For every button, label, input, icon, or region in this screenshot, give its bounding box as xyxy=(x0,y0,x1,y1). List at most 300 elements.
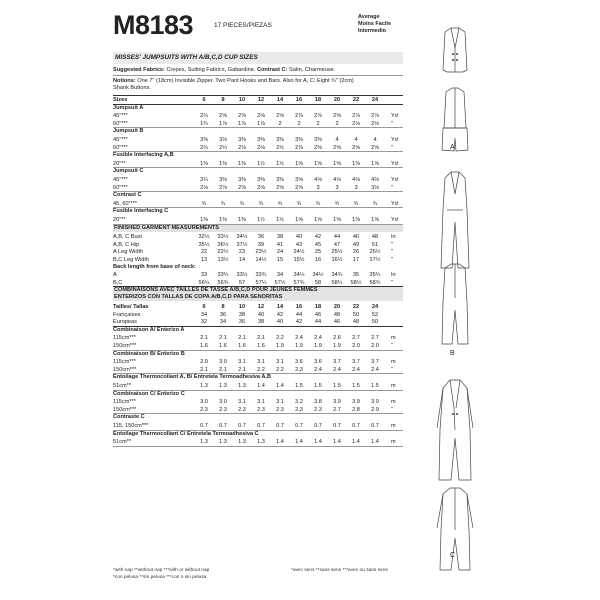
cell-value: 16 xyxy=(314,257,322,263)
row-label: 150cm*** xyxy=(113,343,137,349)
cell-value: 15 xyxy=(276,257,284,263)
cell-value: 34½ xyxy=(236,234,248,241)
unit-label: " xyxy=(391,406,393,413)
cell-value: 1⅝ xyxy=(371,160,379,167)
cell-value: 25½ xyxy=(331,249,343,256)
divider xyxy=(113,75,403,76)
cell-value: 2⅞ xyxy=(219,184,227,191)
unit-label: " xyxy=(391,343,393,349)
cell-value: ¾ xyxy=(353,200,359,207)
cell-value: 3.1 xyxy=(276,359,284,366)
cell-value: 44 xyxy=(295,311,303,318)
piece-count: 17 PIECES/PIEZAS xyxy=(214,22,272,29)
cell-value: 41 xyxy=(276,241,284,248)
cell-value: 3.1 xyxy=(238,399,246,406)
cell-value: 52 xyxy=(371,311,379,318)
cell-value: 2.3 xyxy=(276,406,284,413)
cell-value: 3⅜ xyxy=(295,137,303,143)
sketch-drawings xyxy=(423,10,487,586)
cell-value: ¾ xyxy=(258,200,264,207)
cell-value: ¾ xyxy=(315,200,321,207)
cell-value: 2 xyxy=(335,120,339,127)
cell-value: 1⅜ xyxy=(200,160,208,167)
unit-label: m xyxy=(391,335,396,342)
unit-label: " xyxy=(391,249,393,256)
unit-label: " xyxy=(391,257,393,263)
row-label: 115cm*** xyxy=(113,335,136,342)
cell-value: 26½ xyxy=(369,249,381,256)
row-label: 45"*** xyxy=(113,177,128,183)
unit-label: " xyxy=(391,120,393,127)
cell-value: 57 xyxy=(238,279,246,286)
cell-value: 0.7 xyxy=(238,423,246,429)
cell-value: 2 xyxy=(316,120,320,127)
cell-value: 3.1 xyxy=(257,359,265,366)
cell-value: 18 xyxy=(314,97,322,103)
unit-label: In xyxy=(391,272,396,279)
cell-value: 1⅝ xyxy=(295,160,303,167)
cell-value: 3.2 xyxy=(295,399,303,406)
cell-value: 1.6 xyxy=(219,343,227,349)
cell-value: 2⅝ xyxy=(257,184,265,191)
cell-value: 57½ xyxy=(274,279,286,286)
cell-value: 10 xyxy=(238,304,246,310)
table-rule xyxy=(113,104,403,105)
cell-value: 22 xyxy=(352,304,360,310)
cell-value: 42 xyxy=(314,234,322,241)
cell-value: 1⅝ xyxy=(295,217,303,223)
cell-value: 2⅝ xyxy=(352,144,360,151)
cell-value: 3⅛ xyxy=(371,184,379,191)
section-heading: Fusible Interfacing C xyxy=(113,208,169,215)
cell-value: 2.3 xyxy=(295,366,303,373)
cell-value: 1.3 xyxy=(200,383,208,389)
cell-value: 37½ xyxy=(236,241,248,248)
cell-value: 2.1 xyxy=(257,335,265,342)
cell-value: 38 xyxy=(257,319,265,326)
cell-value: 36 xyxy=(238,319,246,326)
cell-value: 22½ xyxy=(217,249,229,256)
cell-value: 34 xyxy=(276,272,284,279)
cell-value: 1.9 xyxy=(333,343,341,349)
cell-value: 2.7 xyxy=(333,406,341,413)
view-a-front-sketch xyxy=(443,28,467,72)
cell-value: 22 xyxy=(200,249,208,256)
cell-value: 42 xyxy=(276,311,284,318)
cell-value: 2¼ xyxy=(200,144,208,151)
section-heading: Contrast C xyxy=(113,192,142,199)
cell-value: 0.7 xyxy=(200,423,208,429)
cell-value: 48 xyxy=(352,319,360,326)
cell-value: 2.0 xyxy=(371,343,379,349)
cell-value: 1.4 xyxy=(352,439,360,446)
row-label: 20"** xyxy=(113,160,126,167)
cell-value: 2.4 xyxy=(314,366,322,373)
cell-value: 2.4 xyxy=(371,366,379,373)
pattern-title: MISSES' JUMPSUITS WITH A/B,C,D CUP SIZES xyxy=(113,52,403,64)
cell-value: 2.1 xyxy=(200,366,208,373)
cell-value: 2¼ xyxy=(200,113,208,120)
cell-value: ¾ xyxy=(372,200,378,207)
cell-value: 10 xyxy=(238,97,246,103)
cell-value: 3⅜ xyxy=(257,177,265,183)
cell-value: 3¼ xyxy=(200,177,208,183)
cell-value: ¾ xyxy=(220,200,226,207)
cell-value: 3.1 xyxy=(276,399,284,406)
cell-value: 1.4 xyxy=(371,439,379,446)
cell-value: 2.9 xyxy=(200,359,208,366)
cell-value: 1⅜ xyxy=(238,217,246,223)
cell-value: 2.3 xyxy=(257,406,265,413)
cell-value: 3.6 xyxy=(314,359,322,366)
table-rule xyxy=(113,167,403,168)
cell-value: 32½ xyxy=(198,234,210,241)
view-a-shorts-sketch xyxy=(442,128,468,151)
cell-value: 32 xyxy=(200,319,208,326)
cell-value: 1.9 xyxy=(295,343,303,349)
fabrics-text: Crepes, Suiting Fabrics, Gabardine. xyxy=(166,67,256,73)
cell-value: 16 xyxy=(295,304,303,310)
cell-value: 2¼ xyxy=(219,144,227,151)
cell-value: 4⅛ xyxy=(333,177,341,183)
cell-value: 1⅝ xyxy=(352,160,360,167)
section-heading: Combinaison A/ Enterizo A xyxy=(113,326,185,333)
cell-value: 1⅞ xyxy=(257,120,265,127)
cell-value: 1.3 xyxy=(219,383,227,389)
difficulty-fr: Moins Facile xyxy=(358,21,392,27)
section-heading: Entoilage Thermocollant A, B/ Entretela Termoadhesiva A,B xyxy=(113,374,272,381)
cell-value: 3.9 xyxy=(333,399,341,406)
cell-value: 34¼ xyxy=(293,272,305,279)
cell-value: 2.1 xyxy=(219,366,227,373)
cell-value: 1⅝ xyxy=(371,217,379,223)
cell-value: 6 xyxy=(202,97,206,103)
unit-label: Yd xyxy=(391,177,398,183)
cell-value: 4 xyxy=(335,137,339,143)
cell-value: 0.7 xyxy=(352,423,360,429)
cell-value: 2⅝ xyxy=(295,184,303,191)
cell-value: 1.4 xyxy=(333,439,341,446)
cell-value: 1.4 xyxy=(295,439,303,446)
unit-label: Yd xyxy=(391,113,398,120)
table-rule xyxy=(113,413,403,414)
cell-value: 3.7 xyxy=(352,359,360,366)
metric-header-es: ENTERIZOS CON TALLAS DE COPA A/B,C,D PARA SEÑORITAS xyxy=(113,294,403,301)
cell-value: 2.3 xyxy=(219,406,227,413)
cell-value: 3.0 xyxy=(219,359,227,366)
cell-value: 2.4 xyxy=(352,366,360,373)
row-label: 45"*** xyxy=(113,137,128,143)
cell-value: 3.9 xyxy=(352,399,360,406)
cell-value: 1.9 xyxy=(314,343,322,349)
unit-label: In xyxy=(391,234,396,241)
cell-value: 2.3 xyxy=(238,406,246,413)
cell-value: 23½ xyxy=(255,249,267,256)
cell-value: 3⅜ xyxy=(219,177,227,183)
cell-value: 34 xyxy=(219,319,227,326)
cell-value: 4 xyxy=(354,137,358,143)
cell-value: 2⅞ xyxy=(352,113,360,120)
cell-value: 3⅝ xyxy=(295,177,303,183)
unit-label: " xyxy=(391,184,393,191)
cell-value: 2⅛ xyxy=(352,120,360,127)
cell-value: 38 xyxy=(238,311,246,318)
cell-value: 57¾ xyxy=(293,279,305,286)
cell-value: ¾ xyxy=(239,200,245,207)
cell-value: 3 xyxy=(335,184,339,191)
cell-value: 1.4 xyxy=(257,383,265,389)
cell-value: 1.5 xyxy=(371,383,379,389)
cell-value: 1⅝ xyxy=(333,160,341,167)
cell-value: 24 xyxy=(371,97,379,103)
finished-measurements-header: FINISHED GARMENT MEASUREMENTS xyxy=(113,225,403,232)
cell-value: 36 xyxy=(219,311,227,318)
cell-value: 3⅜ xyxy=(276,137,284,143)
cell-value: 48 xyxy=(371,234,379,241)
section-heading: Contraste C xyxy=(113,414,145,421)
cell-value: 14½ xyxy=(255,257,267,263)
cell-value: 2.4 xyxy=(314,335,322,342)
cell-value: 3 xyxy=(354,184,358,191)
row-label: 45"*** xyxy=(113,113,128,120)
cell-value: 38 xyxy=(276,234,284,241)
row-label: A,B, C Bust xyxy=(113,234,142,241)
unit-label: m xyxy=(391,359,396,366)
suggested-fabrics xyxy=(113,67,403,74)
cell-value: 1.5 xyxy=(314,383,322,389)
cell-value: 1.3 xyxy=(238,383,246,389)
cell-value: 13½ xyxy=(217,257,229,263)
difficulty-en: Average xyxy=(358,14,380,20)
cell-value: 2⅝ xyxy=(219,113,227,120)
cell-value: 18 xyxy=(314,304,322,310)
cell-value: 23 xyxy=(238,249,246,256)
cell-value: 2.0 xyxy=(352,343,360,349)
cell-value: ¾ xyxy=(334,200,340,207)
cell-value: 17 xyxy=(352,257,360,263)
cell-value: 2⅛ xyxy=(371,120,379,127)
view-c-front-sketch xyxy=(437,380,473,480)
cell-value: 2.3 xyxy=(200,406,208,413)
unit-label: " xyxy=(391,366,393,373)
cell-value: 46 xyxy=(352,234,360,241)
cell-value: 2.2 xyxy=(276,366,284,373)
cell-value: 51 xyxy=(371,241,379,248)
view-b-front-sketch xyxy=(441,172,469,268)
view-label-a: A xyxy=(450,144,455,151)
cell-value: 46 xyxy=(333,319,341,326)
table-rule xyxy=(113,191,403,192)
contrast-text: Satin, Charmeuse. xyxy=(289,67,336,73)
table-rule xyxy=(113,127,403,128)
cell-value: 49 xyxy=(352,241,360,248)
cell-value: 16½ xyxy=(331,257,343,263)
cell-value: 0.7 xyxy=(276,423,284,429)
cell-value: 4⅛ xyxy=(314,177,322,183)
cell-value: 2⅝ xyxy=(371,144,379,151)
cell-value: 58¼ xyxy=(331,279,343,286)
row-label: Europeas xyxy=(113,319,137,326)
unit-label: Yd xyxy=(391,217,398,223)
cell-value: 2.4 xyxy=(295,335,303,342)
cell-value: 57¼ xyxy=(255,279,267,286)
table-rule xyxy=(113,446,403,447)
cell-value: 4⅛ xyxy=(371,177,379,183)
cell-value: 0.7 xyxy=(219,423,227,429)
row-label: 45, 60"*** xyxy=(113,200,138,207)
cell-value: 3⅜ xyxy=(200,137,208,143)
cell-value: 1.5 xyxy=(295,383,303,389)
view-a-back-sketch xyxy=(444,88,466,128)
cell-value: 1⅝ xyxy=(352,217,360,223)
cell-value: 40 xyxy=(257,311,265,318)
cell-value: 2⅝ xyxy=(257,113,265,120)
cell-value: 36 xyxy=(257,234,265,241)
cell-value: 2.3 xyxy=(295,406,303,413)
cell-value: 2.1 xyxy=(238,366,246,373)
cell-value: 3.7 xyxy=(333,359,341,366)
row-label: Françaises xyxy=(113,311,141,318)
cell-value: 44 xyxy=(314,319,322,326)
row-label: 51cm** xyxy=(113,439,132,446)
cell-value: 1.4 xyxy=(276,439,284,446)
cell-value: 50 xyxy=(352,311,360,318)
cell-value: 1⅜ xyxy=(238,160,246,167)
row-label: 51cm** xyxy=(113,383,132,389)
unit-label: Yd xyxy=(391,160,398,167)
cell-value: 3.1 xyxy=(238,359,246,366)
footnote-fr: *avec sens **sans sens ***avec ou sans sens xyxy=(291,568,388,573)
unit-label: " xyxy=(391,144,393,151)
cell-value: 2.9 xyxy=(371,406,379,413)
cell-value: 2.2 xyxy=(276,335,284,342)
cell-value: 56¼ xyxy=(198,279,210,286)
cell-value: 2.7 xyxy=(371,335,379,342)
cell-value: 56¾ xyxy=(217,279,229,286)
unit-label: Yd xyxy=(391,137,398,143)
cell-value: 33¾ xyxy=(255,272,267,279)
cell-value: 6 xyxy=(202,304,206,310)
cell-value: 3.9 xyxy=(371,399,379,406)
cell-value: 2⅝ xyxy=(276,184,284,191)
cell-value: 1⅝ xyxy=(333,217,341,223)
cell-value: 36½ xyxy=(217,241,229,248)
cell-value: 15½ xyxy=(293,257,305,263)
cell-value: 14 xyxy=(238,257,246,263)
cell-value: 2⅞ xyxy=(295,113,303,120)
cell-value: 4⅛ xyxy=(352,177,360,183)
row-label: Sizes xyxy=(113,97,128,103)
unit-label: Yd xyxy=(391,200,398,207)
cell-value: ¾ xyxy=(201,200,207,207)
metric-header-fr: COMBINAISONS AVEC TAILLES DE TASSE A/B,C,D POUR JEUNES FEMMES xyxy=(113,287,403,294)
cell-value: 24 xyxy=(276,249,284,256)
cell-value: ¾ xyxy=(296,200,302,207)
cell-value: 1⅞ xyxy=(219,120,227,127)
cell-value: 40 xyxy=(276,319,284,326)
cell-value: 8 xyxy=(221,97,225,103)
cell-value: 1½ xyxy=(276,160,284,167)
cell-value: 12 xyxy=(257,304,265,310)
cell-value: 0.7 xyxy=(371,423,379,429)
notions xyxy=(113,78,403,85)
cell-value: 25 xyxy=(314,249,322,256)
cell-value: 2⅞ xyxy=(314,113,322,120)
cell-value: 1⅜ xyxy=(219,217,227,223)
pattern-number: M8183 xyxy=(113,10,194,40)
cell-value: 2⅞ xyxy=(295,144,303,151)
cell-value: 2⅛ xyxy=(200,184,208,191)
cell-value: 0.7 xyxy=(333,423,341,429)
cell-value: 0.7 xyxy=(295,423,303,429)
cell-value: 3.0 xyxy=(219,399,227,406)
cell-value: 3.6 xyxy=(295,359,303,366)
cell-value: 1.4 xyxy=(276,383,284,389)
cell-value: 2.1 xyxy=(219,335,227,342)
section-heading: Jumpsuit C xyxy=(113,168,144,175)
unit-label: m xyxy=(391,399,396,406)
cell-value: 50 xyxy=(371,319,379,326)
cell-value: 3⅜ xyxy=(238,137,246,143)
notions-text-2: Shank Buttons. xyxy=(113,85,151,91)
cell-value: 58¾ xyxy=(369,279,381,286)
row-label: 115cm*** xyxy=(113,399,136,406)
row-label: 150cm*** xyxy=(113,366,137,373)
row-label: B,C Leg Width xyxy=(113,257,150,263)
cell-value: 1.3 xyxy=(257,439,265,446)
cell-value: 3.7 xyxy=(371,359,379,366)
row-label: 20"** xyxy=(113,217,126,223)
cell-value: 44 xyxy=(333,234,341,241)
row-label: A xyxy=(113,272,117,279)
cell-value: 1⅜ xyxy=(219,160,227,167)
unit-label: m xyxy=(391,383,396,389)
row-label: 60"*** xyxy=(113,120,128,127)
cell-value: 12 xyxy=(257,97,265,103)
notions-label: Notions: xyxy=(113,78,136,84)
cell-value: 2½ xyxy=(276,144,284,151)
section-heading: Entoilage Thermocollant C/ Entretela Termoadhesiva C xyxy=(113,430,259,437)
cell-value: 20 xyxy=(333,97,341,103)
row-label: 60"*** xyxy=(113,184,128,191)
cell-value: 3 xyxy=(316,184,320,191)
cell-value: 35 xyxy=(352,272,360,279)
cell-value: 13 xyxy=(200,257,208,263)
cell-value: 43 xyxy=(295,241,303,248)
row-label: 115cm*** xyxy=(113,359,136,366)
cell-value: 1½ xyxy=(257,217,265,223)
view-b-back-sketch xyxy=(442,264,468,344)
cell-value: 1⅝ xyxy=(314,160,322,167)
garment-sketches xyxy=(423,10,487,586)
cell-value: 33½ xyxy=(236,272,248,279)
cell-value: 4 xyxy=(373,137,377,143)
cell-value: 42 xyxy=(295,319,303,326)
row-label: A,B, C Hip xyxy=(113,241,140,248)
view-label-c: C xyxy=(450,552,456,559)
cell-value: 2⅞ xyxy=(371,113,379,120)
cell-value: 20 xyxy=(333,304,341,310)
cell-value: 40 xyxy=(295,234,303,241)
cell-value: 2⅛ xyxy=(257,144,265,151)
section-heading: Combinaison B/ Enterizo B xyxy=(113,350,185,357)
cell-value: 24 xyxy=(371,304,379,310)
section-heading: Jumpsuit A xyxy=(113,104,144,111)
cell-value: 35¼ xyxy=(369,272,381,279)
cell-value: 45 xyxy=(314,241,322,248)
row-label: Tailles/ Tallas xyxy=(113,304,149,310)
cell-value: 3.1 xyxy=(257,399,265,406)
